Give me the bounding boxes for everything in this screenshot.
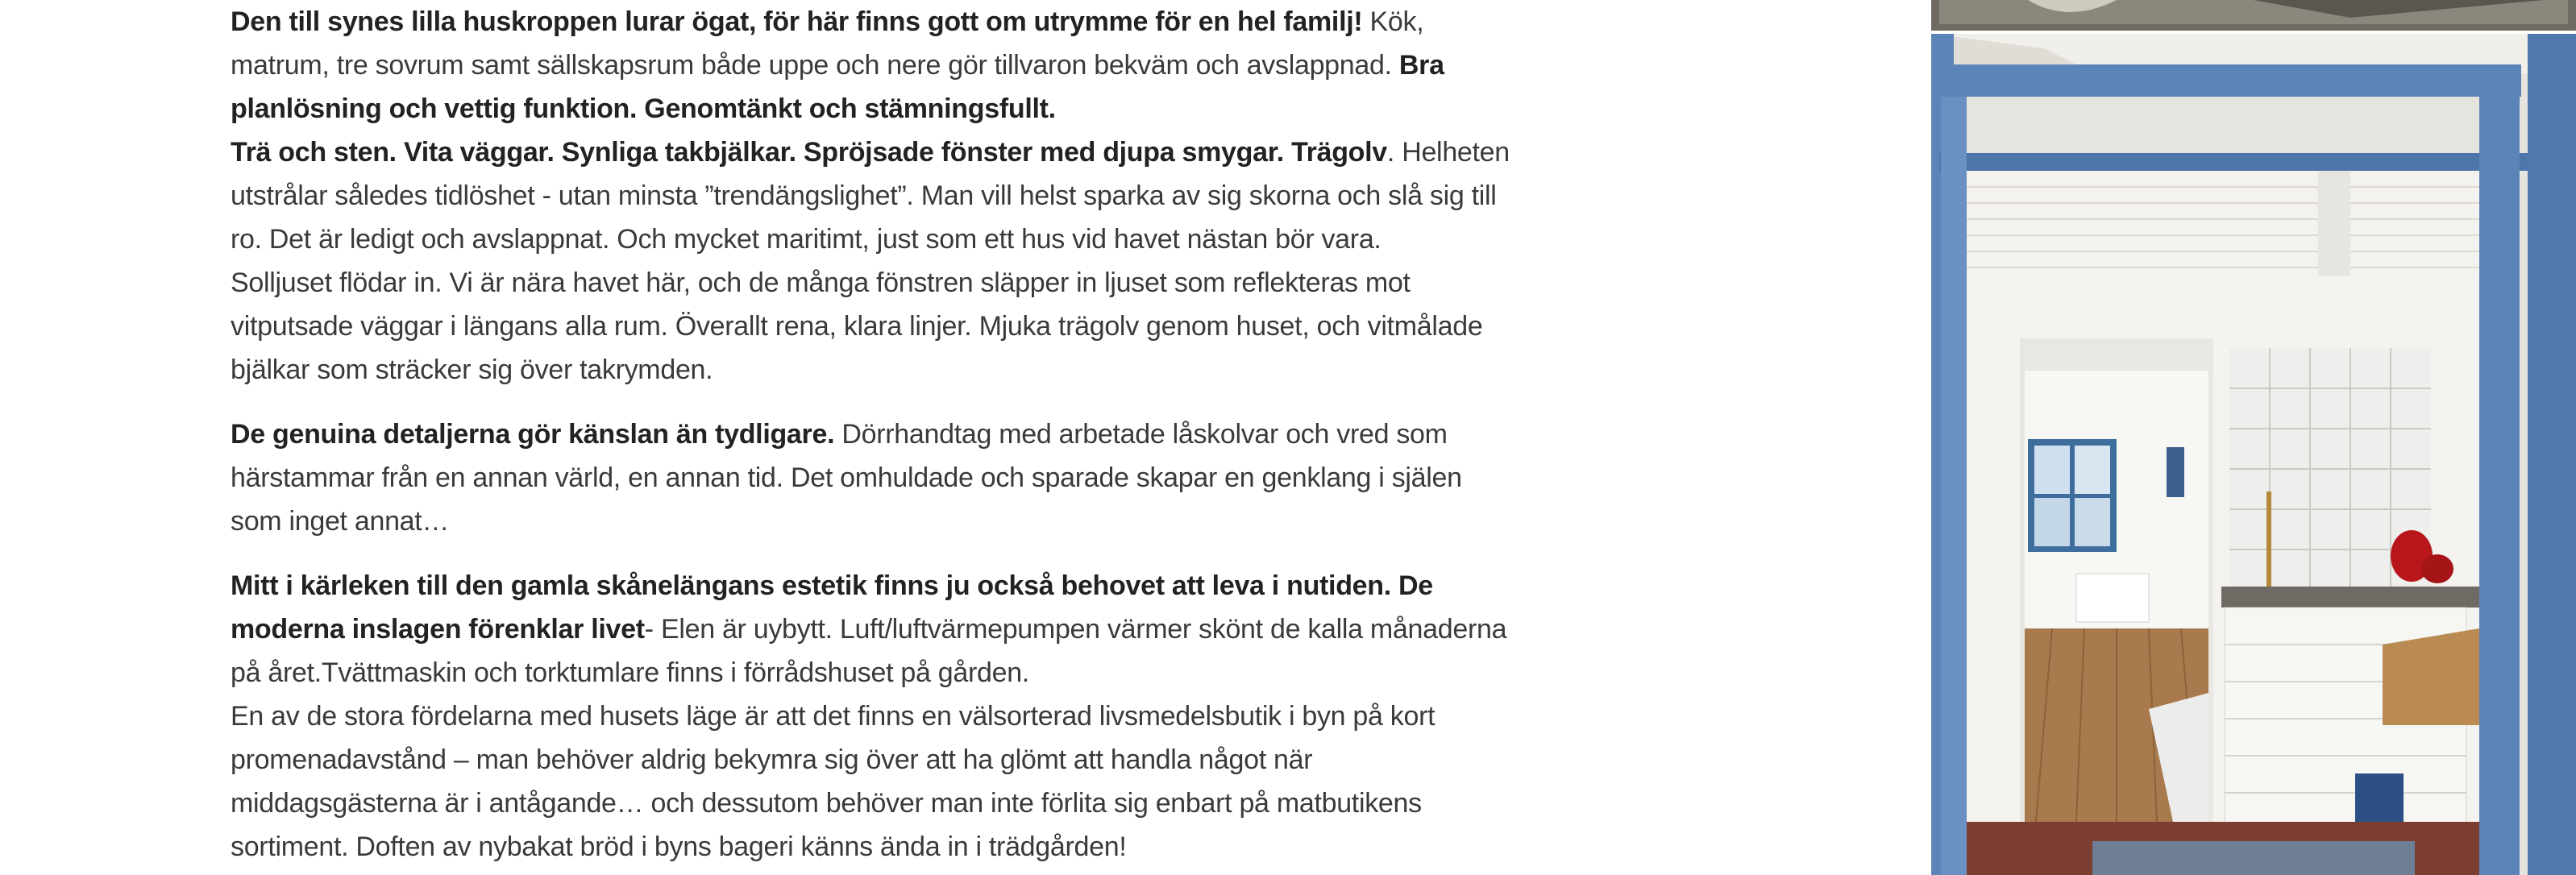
paragraph-2-lead: Trä och sten. Vita väggar. Synliga takbjälkar. Spröjsade fönster med djupa smygar. Trägolv [231, 137, 1387, 168]
interior-photo [1931, 0, 2576, 875]
paragraph-6 [231, 695, 1520, 869]
article-body [231, 0, 1520, 869]
paragraph-2 [231, 131, 1520, 261]
paragraph-5 [231, 564, 1520, 695]
top-photo [1931, 0, 2576, 31]
paragraph-1-bold-end: Bra planlösning och vettig funktion. Genomtänkt och stämningsfullt. [231, 50, 1444, 124]
paragraph-2-text: . Helheten utstrålar således tidlöshet - utan minsta ”trendängslighet”. Man vill helst sparka av sig skorna och slå sig till ro. Det är ledigt och avslappnat. Och mycket maritimt, just som ett hus vid havet nästan bör vara. [231, 137, 1510, 255]
paragraph-1-lead: Den till synes lilla huskroppen lurar ögat, för här finns gott om utrymme för en hel familj! [231, 6, 1363, 37]
paragraph-3-text: Solljuset flödar in. Vi är nära havet här, och de många fönstren släpper in ljuset som reflekteras mot vitputsade väggar i längans alla rum. Överallt rena, klara linjer. Mjuka trägolv genom huset, och vitmålade bjälkar som sträcker sig över takrymden. [231, 267, 1483, 385]
paragraph-1 [231, 0, 1520, 131]
paragraph-6-text: En av de stora fördelarna med husets läge är att det finns en välsorterad livsmedelsbutik i byn på kort promenadavstånd – man behöver aldrig bekymra sig över att ha glömt att handla något när middagsgästerna är i antågande… och dessutom behöver man inte förlita sig enbart på matbutikens sortiment. Doften av nybakat bröd i byns bageri känns ända in i trädgården! [231, 701, 1435, 862]
paragraph-4-lead: De genuina detaljerna gör känslan än tydligare. [231, 419, 835, 450]
paragraph-5-text: - Elen är uybytt. Luft/luftvärmepumpen värmer skönt de kalla månaderna på året.Tvättmaskin och torktumlare finns i förrådshuset på gården. [231, 614, 1507, 688]
paragraph-4 [231, 413, 1520, 543]
paragraph-3 [231, 261, 1520, 392]
photo-column [1931, 0, 2576, 875]
paragraph-5-lead: Mitt i kärleken till den gamla skånelängans estetik finns ju också behovet att leva i nutiden. De moderna inslagen förenklar livet [231, 570, 1433, 645]
paragraph-4-text: Dörrhandtag med arbetade låskolvar och vred som härstammar från en annan värld, en annan tid. Det omhuldade och sparade skapar en genklang i själen som inget annat… [231, 419, 1462, 537]
paragraph-1-text: Kök, matrum, tre sovrum samt sällskapsrum både uppe och nere gör tillvaron bekväm och avslappnad. [231, 6, 1424, 81]
